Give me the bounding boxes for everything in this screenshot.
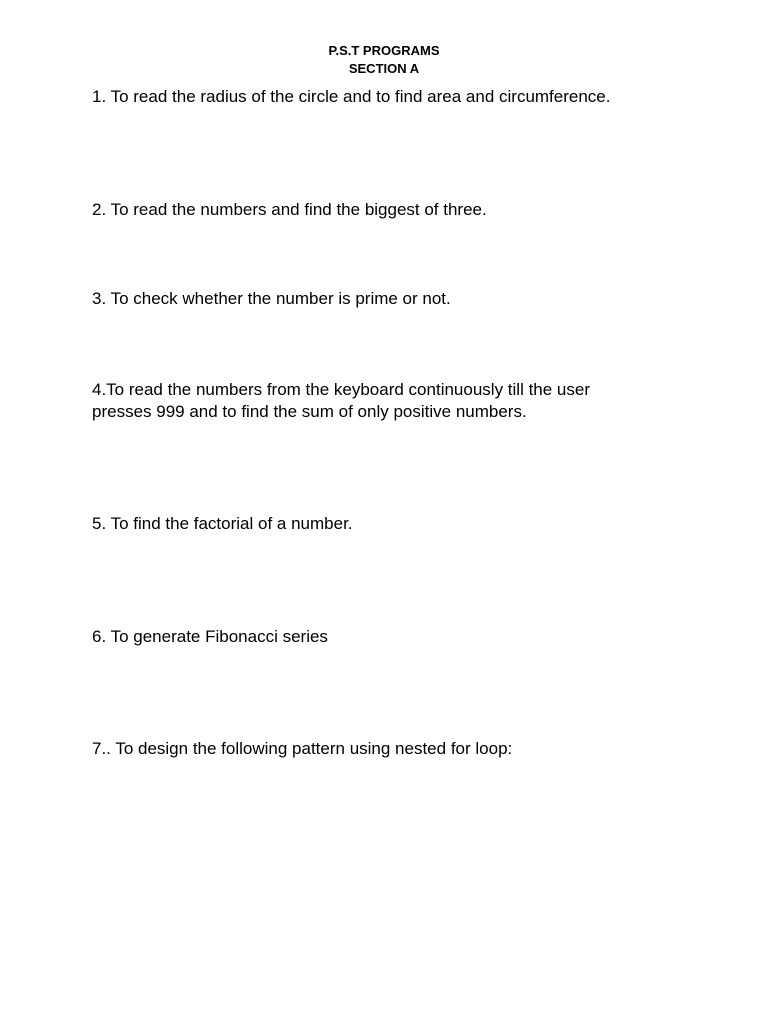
program-item-text: 6. To generate Fibonacci series bbox=[92, 627, 328, 646]
program-item-text: 7.. To design the following pattern using nested for loop: bbox=[92, 739, 513, 758]
program-item-1 bbox=[92, 86, 672, 108]
program-item-text: 3. To check whether the number is prime or not. bbox=[92, 289, 451, 308]
program-item-text-continued: presses 999 and to find the sum of only positive numbers. bbox=[92, 402, 527, 421]
program-item-7 bbox=[92, 738, 672, 760]
section-heading: SECTION A bbox=[348, 61, 420, 76]
program-item-text: 1. To read the radius of the circle and to find area and circumference. bbox=[92, 87, 611, 106]
program-item-2 bbox=[92, 199, 672, 221]
page-title: P.S.T PROGRAMS bbox=[328, 43, 440, 58]
program-item-text: 2. To read the numbers and find the biggest of three. bbox=[92, 200, 487, 219]
program-item-5 bbox=[92, 513, 672, 535]
program-item-3 bbox=[92, 288, 672, 310]
program-item-text: 4.To read the numbers from the keyboard continuously till the user bbox=[92, 380, 590, 399]
program-item-4 bbox=[92, 379, 672, 423]
program-item-6 bbox=[92, 626, 672, 648]
program-item-text: 5. To find the factorial of a number. bbox=[92, 514, 353, 533]
